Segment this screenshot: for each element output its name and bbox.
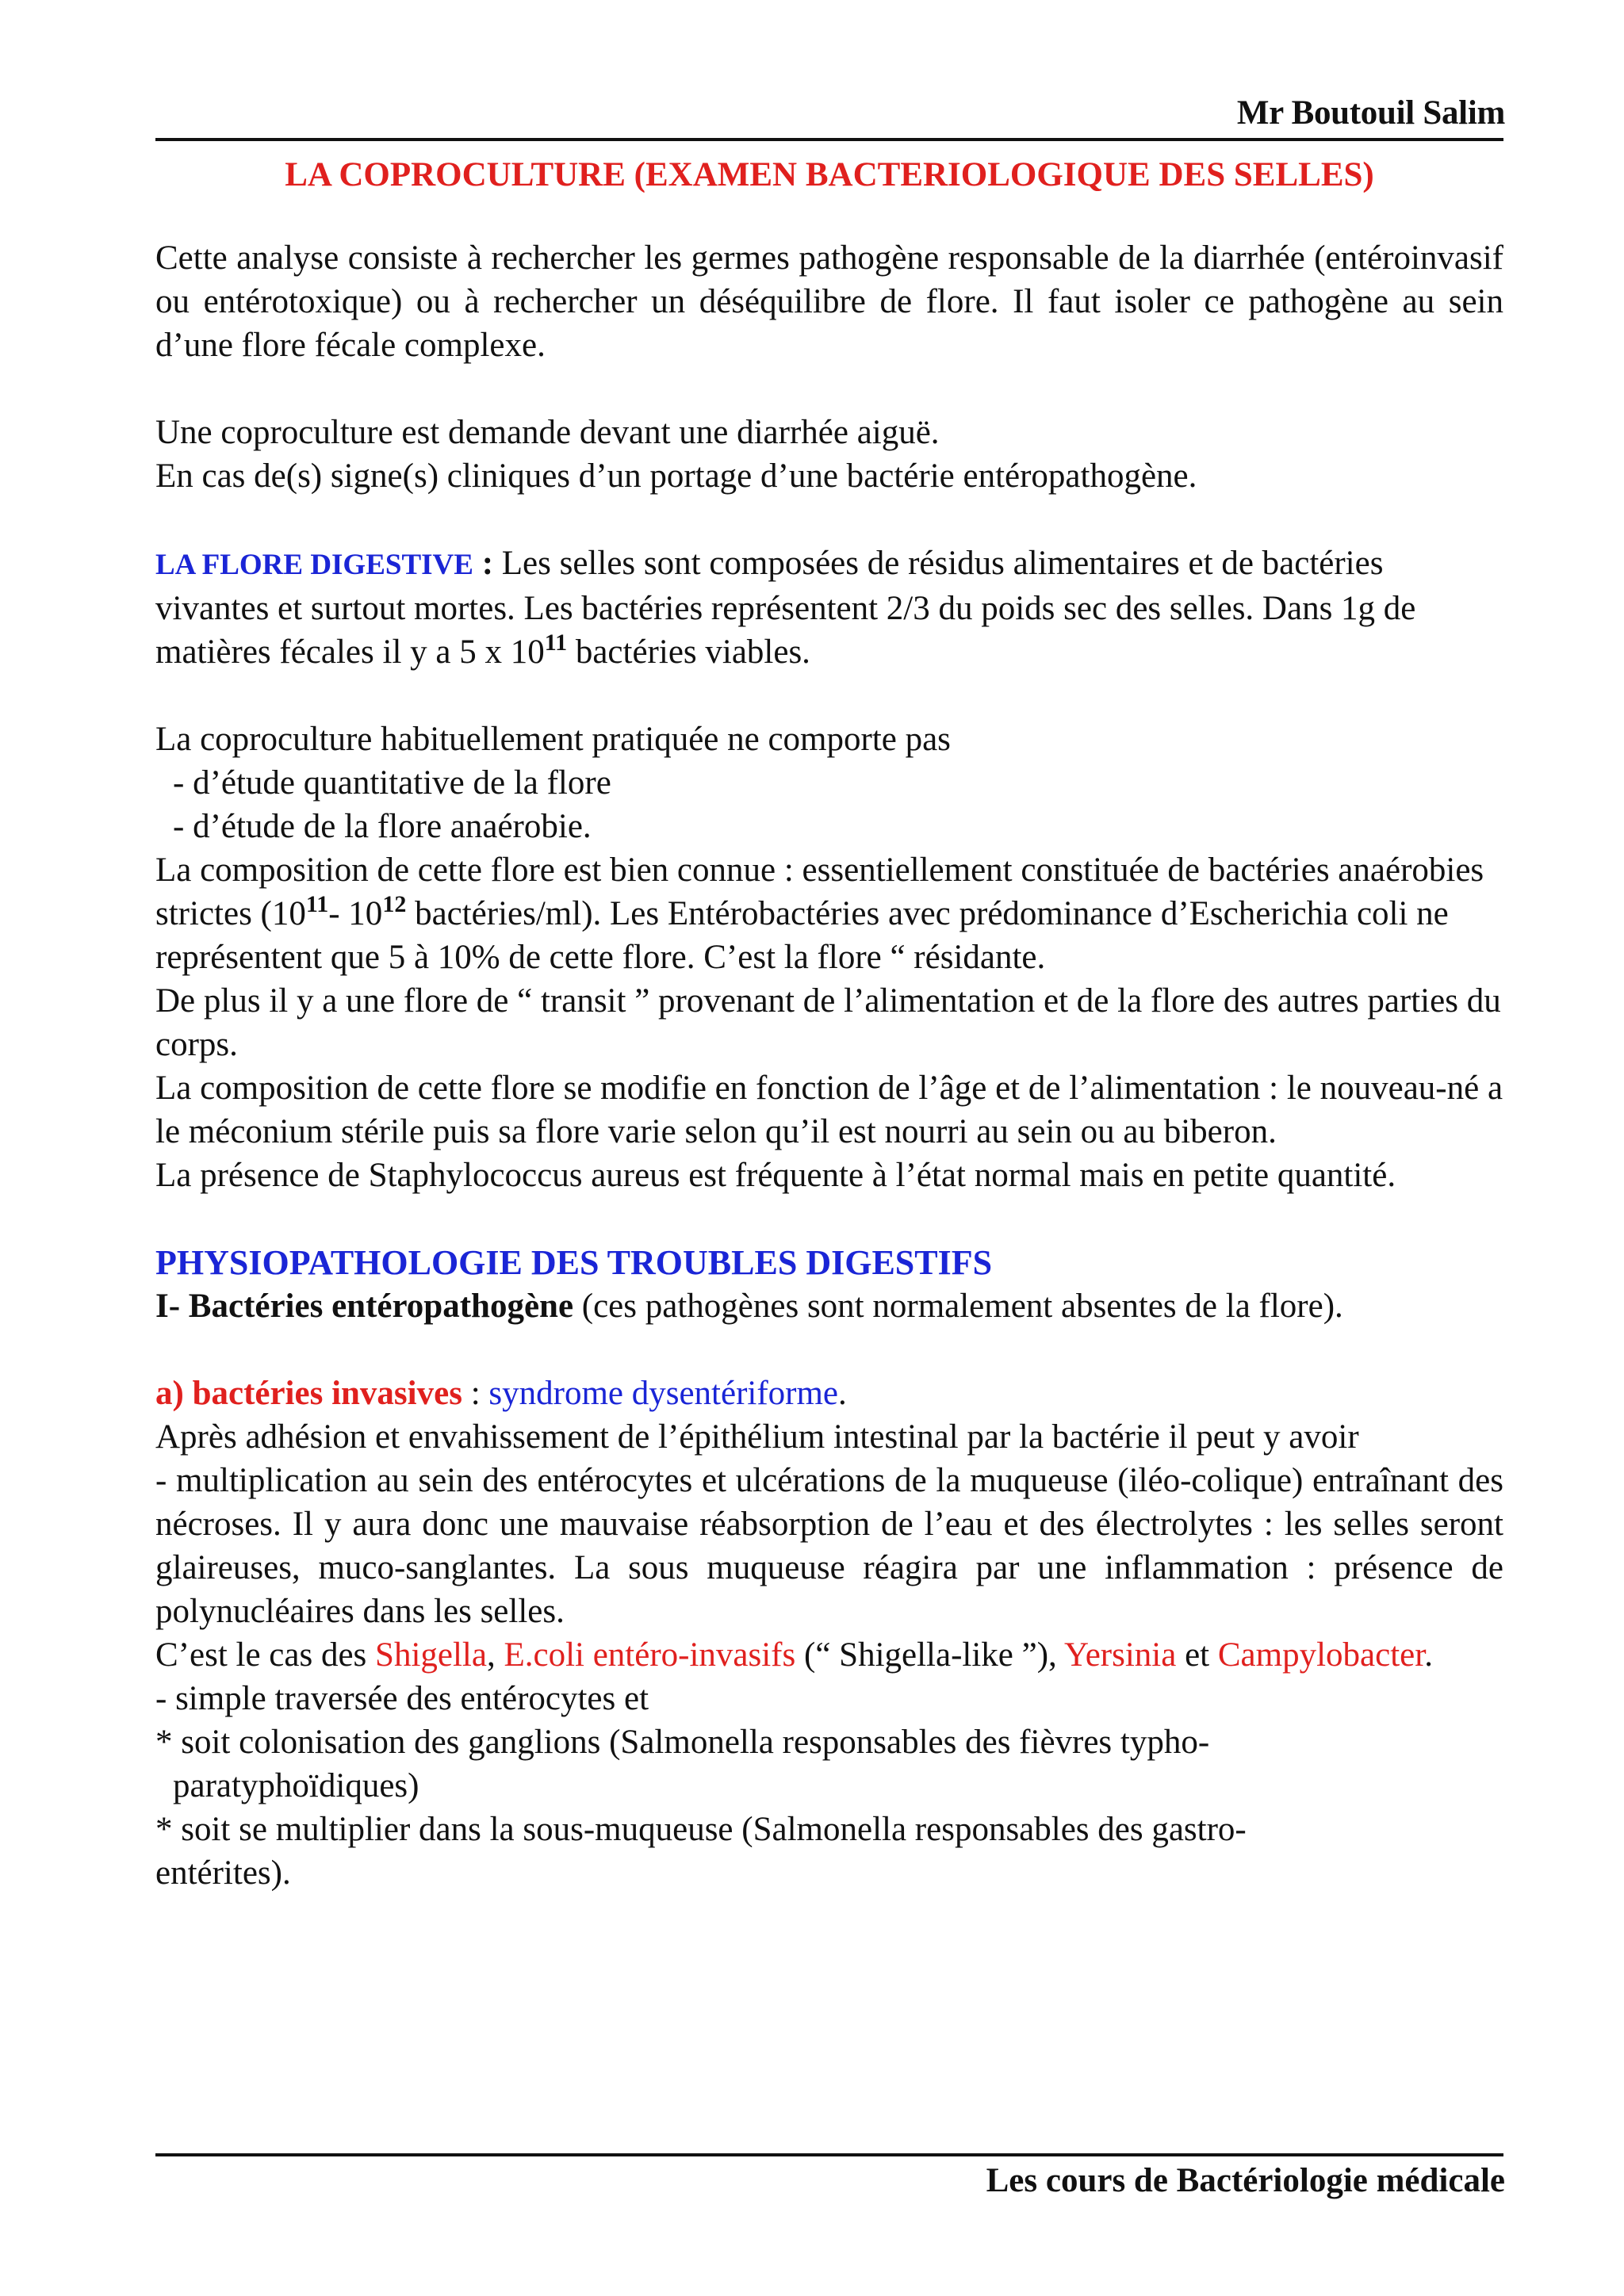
invasive-label: a) bactéries invasives: [155, 1375, 462, 1412]
intro-line-diarrhee: Une coproculture est demande devant une diarrhée aiguë.: [155, 414, 940, 451]
invasive-simple: - simple traversée des entérocytes et: [155, 1680, 649, 1717]
flore-exponent: 11: [544, 629, 568, 656]
invasive-multiplication: - multiplication au sein des entérocytes et ulcérations de la muqueuse (iléo-colique) entraînant des nécroses. Il y aura donc une mauvaise réabsorption de l’eau et des électrolytes : les selles seront glaireuses, muco-sanglantes. La sous muqueuse réagira par une inflammation : présence de polynucléaires dans les selles.: [155, 1462, 1503, 1630]
composition-exp-11: 11: [305, 891, 329, 917]
flore-paragraph: [155, 541, 1503, 674]
cases-et: et: [1176, 1636, 1218, 1674]
invasive-heading: [155, 1372, 1503, 1415]
header-author: Mr Boutouil Salim: [1236, 94, 1505, 132]
copro-intro: La coproculture habituellement pratiquée ne comporte pas: [155, 721, 951, 758]
bacteria-shigella: Shigella: [375, 1636, 487, 1674]
composition-exp-12: 12: [382, 891, 407, 917]
flore-label: LA FLORE DIGESTIVE: [155, 549, 473, 581]
flore-text: Les selles sont composées de résidus alimentaires et de bactéries vivantes et surtout mortes. Les bactéries représentent 2/3 du poids sec des selles. Dans 1g de matières fécales il y a 5 x 10: [155, 545, 1416, 671]
flore-text-end: bactéries viables.: [567, 633, 810, 671]
copro-transit: De plus il y a une flore de “ transit ” provenant de l’alimentation et de la flore des autres parties du corps.: [155, 982, 1501, 1063]
footer-rule: [155, 2153, 1503, 2156]
composition-range: - 10: [328, 895, 383, 932]
physio-subheading: [155, 1284, 1503, 1328]
invasive-cases: [155, 1633, 1503, 1677]
copro-item-quantitative: - d’étude quantitative de la flore: [173, 764, 611, 802]
intro-line-portage: En cas de(s) signe(s) cliniques d’un portage d’une bactérie entéropathogène.: [155, 457, 1197, 495]
invasive-colon: :: [462, 1375, 489, 1412]
physio-heading: PHYSIOPATHOLOGIE DES TROUBLES DIGESTIFS: [155, 1243, 993, 1282]
copro-age: La composition de cette flore se modifie en fonction de l’âge et de l’alimentation : le nouveau-né a le méconium stérile puis sa flore varie selon qu’il est nourri au sein ou au biberon.: [155, 1070, 1503, 1150]
copro-composition: [155, 848, 1503, 979]
invasive-colonisation-cont: paratyphoïdiques): [173, 1767, 419, 1804]
document-title: LA COPROCULTURE (EXAMEN BACTERIOLOGIQUE DES SELLES): [285, 156, 1374, 193]
cases-dot: .: [1424, 1636, 1433, 1674]
composition-text-end: bactéries/ml). Les Entérobactéries avec prédominance d’Escherichia coli ne représentent que 5 à 10% de cette flore. C’est la flore “ résidante.: [155, 895, 1449, 976]
bacteria-yersinia: Yersinia: [1063, 1636, 1177, 1674]
cases-text: C’est le cas des: [155, 1636, 376, 1674]
flore-colon: :: [473, 545, 502, 582]
header-rule: [155, 138, 1503, 141]
invasive-colonisation: * soit colonisation des ganglions (Salmonella responsables des fièvres typho-: [155, 1724, 1210, 1761]
invasive-line1: Après adhésion et envahissement de l’épithélium intestinal par la bactérie il peut y avoir: [155, 1418, 1359, 1456]
intro-paragraph: Cette analyse consiste à rechercher les germes pathogène responsable de la diarrhée (entéroinvasif ou entérotoxique) ou à rechercher un déséquilibre de flore. Il faut isoler ce pathogène au sein d’une flore fécale complexe.: [155, 239, 1503, 364]
document-body: [155, 236, 1503, 1895]
invasive-syndrome: syndrome dysentériforme: [488, 1375, 839, 1412]
composition-text: La composition de cette flore est bien connue : essentiellement constituée de bactéries anaérobies strictes (10: [155, 851, 1484, 932]
footer-text: Les cours de Bactériologie médicale: [986, 2162, 1505, 2199]
invasive-dot: .: [838, 1375, 847, 1412]
physio-sub-rest: (ces pathogènes sont normalement absentes de la flore).: [573, 1288, 1343, 1325]
invasive-submucosa: * soit se multiplier dans la sous-muqueuse (Salmonella responsables des gastro-: [155, 1811, 1247, 1848]
physio-sub-bold: I- Bactéries entéropathogène: [155, 1288, 574, 1325]
cases-shigella-like: (“ Shigella-like ”),: [795, 1636, 1064, 1674]
copro-item-anaerobie: - d’étude de la flore anaérobie.: [173, 808, 592, 845]
bacteria-ecoli: E.coli entéro-invasifs: [504, 1636, 796, 1674]
cases-comma: ,: [486, 1636, 504, 1674]
copro-staph: La présence de Staphylococcus aureus est fréquente à l’état normal mais en petite quantité.: [155, 1157, 1396, 1194]
invasive-submucosa-cont: entérites).: [155, 1854, 291, 1892]
bacteria-campylobacter: Campylobacter: [1217, 1636, 1425, 1674]
